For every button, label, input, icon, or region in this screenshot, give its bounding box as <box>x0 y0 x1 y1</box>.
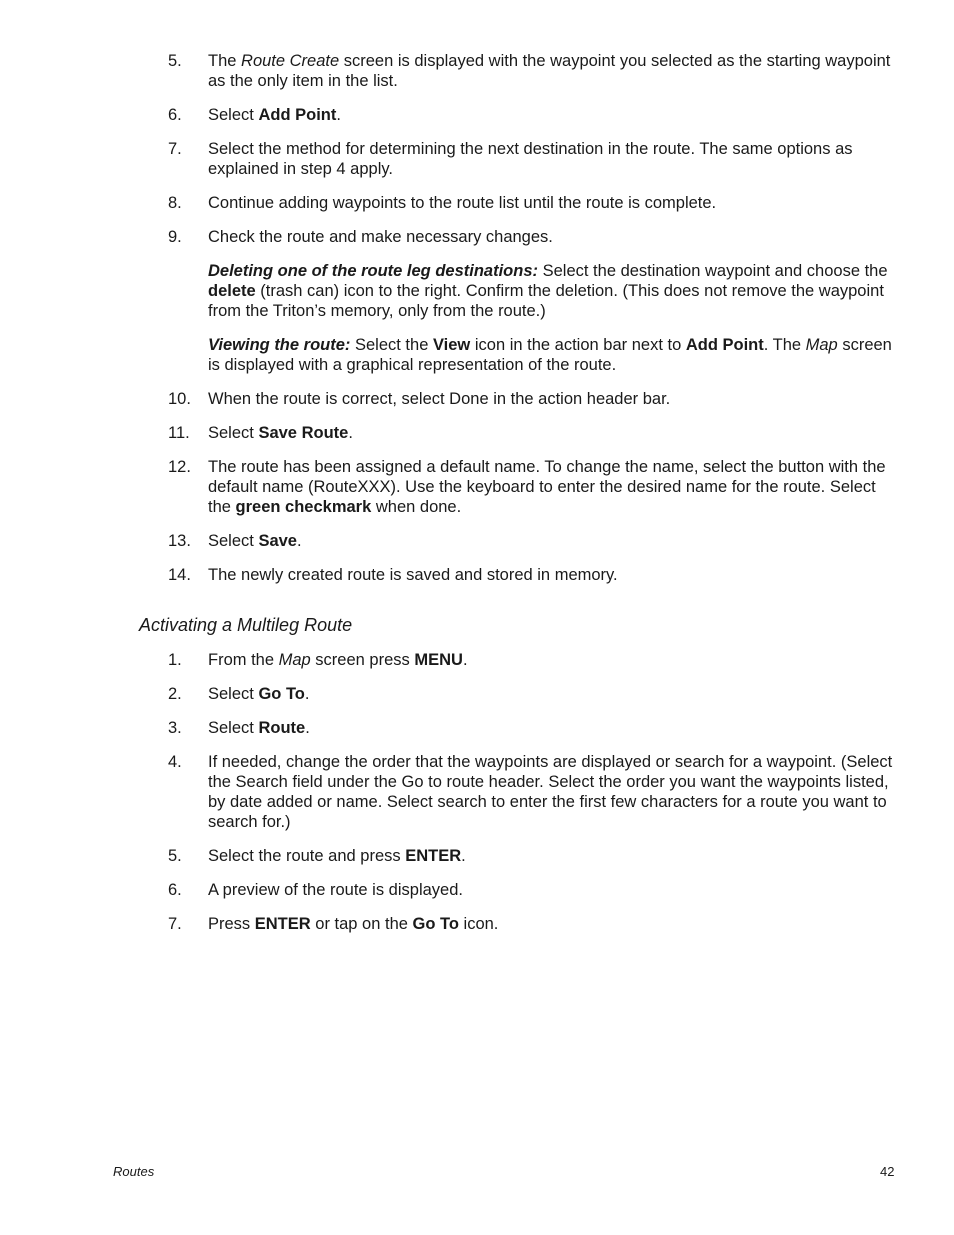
step-text <box>208 424 353 442</box>
step-number: 2. <box>168 685 182 703</box>
list-item <box>168 565 894 585</box>
step-text <box>208 52 890 90</box>
text-run: Add Point <box>258 106 337 124</box>
text-run: The <box>208 52 242 70</box>
text-run: Select <box>208 685 259 703</box>
text-run: . <box>304 685 310 703</box>
list-item <box>168 389 894 409</box>
step-text <box>208 685 309 703</box>
list-item <box>168 914 894 934</box>
step-text <box>208 458 886 516</box>
step-text <box>208 753 892 831</box>
step-text <box>208 228 553 246</box>
list-item <box>168 650 894 670</box>
step-number: 6. <box>168 881 182 899</box>
text-run: Deleting one of the route leg destinations: <box>208 262 539 280</box>
text-run: when done. <box>371 498 462 516</box>
text-run: Map <box>805 336 838 354</box>
text-run: From the <box>208 651 279 669</box>
step-text <box>208 336 892 374</box>
text-run: (trash can) icon to the right. Confirm the deletion. (This does not remove the waypoint from the Triton’s memory, only from the route.) <box>208 282 884 320</box>
text-run: If needed, change the order that the waypoints are displayed or search for a waypoint. (Select the Search field under the Go to route header. Select the order you want the waypoints listed, by date added or name. Select search to enter the first few characters for a route you want to search for.) <box>208 753 893 831</box>
text-run: Select <box>208 719 259 737</box>
text-run: The newly created route is saved and stored in memory. <box>208 566 618 584</box>
text-run: When the route is correct, select Done in the action header bar. <box>208 390 671 408</box>
text-run: screen is displayed with a graphical representation of the route. <box>208 336 892 374</box>
text-run: View <box>432 336 471 354</box>
step-number: 6. <box>168 106 182 124</box>
footer-page-number: 42 <box>880 1164 895 1179</box>
step-text <box>208 194 716 212</box>
step-number: 7. <box>168 140 182 158</box>
section-heading: Activating a Multileg Route <box>139 615 353 635</box>
text-run: ENTER <box>405 847 462 865</box>
list-item <box>168 880 894 900</box>
steps-list-create-route <box>168 51 894 599</box>
text-run: Select <box>208 532 259 550</box>
step-text <box>208 847 466 865</box>
list-item <box>168 105 894 125</box>
list-item <box>168 227 894 247</box>
step-number: 14. <box>168 566 191 584</box>
text-run: Go To <box>412 915 459 933</box>
step-number: 10. <box>168 390 191 408</box>
step-text <box>208 881 463 899</box>
list-item <box>168 457 894 517</box>
text-run: Save <box>258 532 297 550</box>
text-run: A preview of the route is displayed. <box>208 881 463 899</box>
text-run: The route has been assigned a default name. To change the name, select the button with the default name (RouteXXX). Use the keyboard to enter the desired name for the route. Select the <box>208 458 886 516</box>
step-number: 11. <box>168 424 190 442</box>
step-note <box>168 335 894 375</box>
step-text <box>208 140 853 178</box>
text-run: Select the <box>350 336 433 354</box>
list-item <box>168 684 894 704</box>
step-text <box>208 262 888 320</box>
text-run: Select <box>208 424 259 442</box>
text-run: . The <box>763 336 806 354</box>
text-run: Add Point <box>685 336 764 354</box>
text-run: . <box>305 719 310 737</box>
text-run: Route <box>258 719 306 737</box>
text-run: screen is displayed with the waypoint you selected as the starting waypoint as the only item in the list. <box>208 52 891 90</box>
step-text <box>208 915 498 933</box>
step-number: 8. <box>168 194 182 212</box>
step-text <box>208 651 468 669</box>
text-run: Select the method for determining the next destination in the route. The same options as explained in step 4 apply. <box>208 140 853 178</box>
step-text <box>208 390 670 408</box>
step-number: 7. <box>168 915 182 933</box>
text-run: Select the route and press <box>208 847 406 865</box>
step-number: 12. <box>168 458 191 476</box>
text-run: green checkmark <box>235 498 372 516</box>
footer-section-name: Routes <box>113 1164 155 1179</box>
list-item <box>168 423 894 443</box>
text-run: Route Create <box>241 52 340 70</box>
step-number: 3. <box>168 719 182 737</box>
text-run: Continue adding waypoints to the route list until the route is complete. <box>208 194 717 212</box>
list-item <box>168 193 894 213</box>
text-run: or tap on the <box>310 915 413 933</box>
step-number: 1. <box>168 651 182 669</box>
step-text <box>208 566 618 584</box>
list-item <box>168 752 894 832</box>
step-number: 4. <box>168 753 182 771</box>
text-run: . <box>462 651 468 669</box>
text-run: Press <box>208 915 255 933</box>
steps-list-activate-route <box>168 650 894 948</box>
text-run: icon in the action bar next to <box>470 336 686 354</box>
text-run: icon. <box>458 915 499 933</box>
text-run: Select the destination waypoint and choose the <box>538 262 888 280</box>
text-run: ENTER <box>254 915 311 933</box>
text-run: Check the route and make necessary changes. <box>208 228 553 246</box>
step-number: 9. <box>168 228 182 246</box>
step-note <box>168 261 894 321</box>
text-run: . <box>336 106 341 124</box>
text-run: screen press <box>310 651 415 669</box>
text-run: . <box>297 532 302 550</box>
step-number: 13. <box>168 532 191 550</box>
list-item <box>168 718 894 738</box>
text-run: Map <box>278 651 311 669</box>
step-text <box>208 532 302 550</box>
text-run: delete <box>208 282 256 300</box>
text-run: Save Route <box>258 424 349 442</box>
step-number: 5. <box>168 847 182 865</box>
text-run: Viewing the route: <box>208 336 351 354</box>
text-run: Select <box>208 106 259 124</box>
step-text <box>208 106 341 124</box>
step-number: 5. <box>168 52 182 70</box>
text-run: MENU <box>414 651 463 669</box>
list-item <box>168 531 894 551</box>
list-item <box>168 51 894 91</box>
list-item <box>168 139 894 179</box>
step-text <box>208 719 310 737</box>
text-run: . <box>461 847 466 865</box>
text-run: Go To <box>258 685 305 703</box>
text-run: . <box>348 424 353 442</box>
list-item <box>168 846 894 866</box>
